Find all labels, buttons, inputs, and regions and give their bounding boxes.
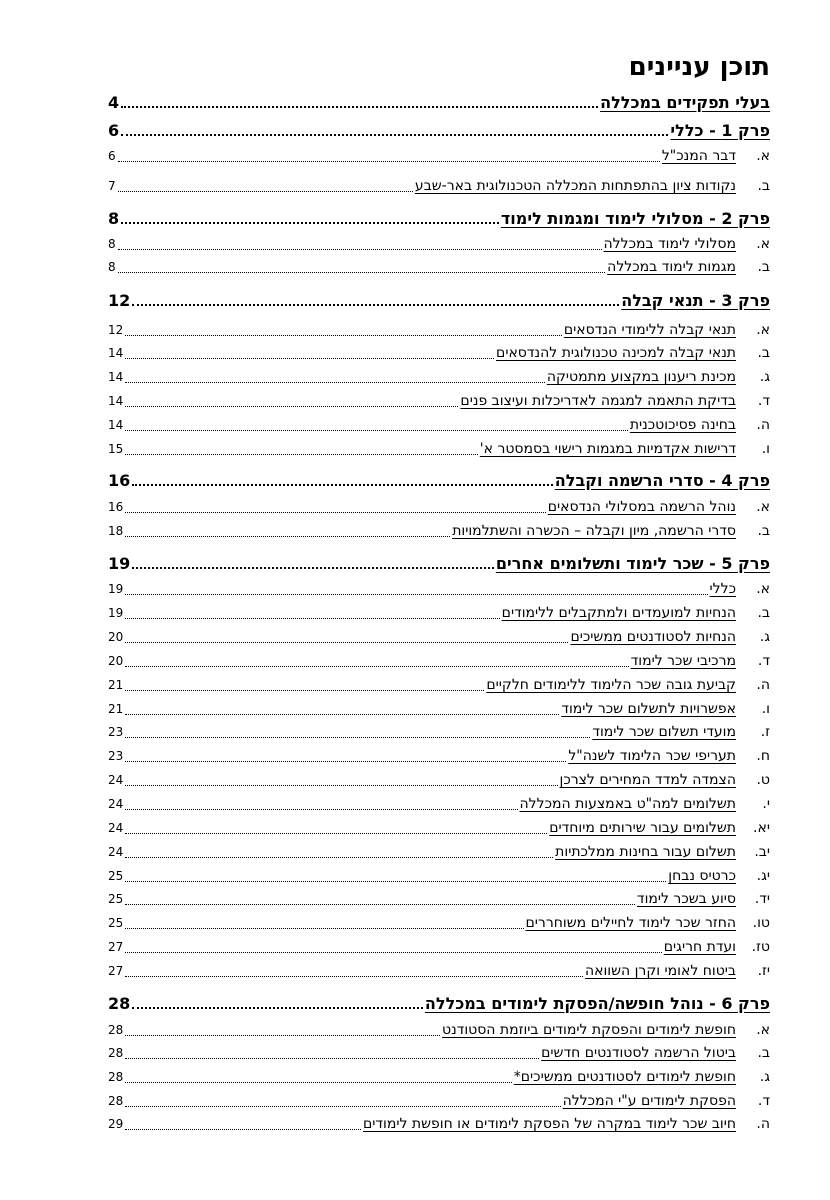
entry-label[interactable]: תשלומים עבור שירותים מיוחדים: [549, 820, 736, 836]
entry-number: יד.: [754, 891, 770, 907]
entry-label[interactable]: תנאי קבלה למכינה טכנולוגית להנדסאים: [496, 345, 736, 361]
entry-label[interactable]: מכינת ריענון במקצוע מתמטיקה: [546, 369, 736, 385]
chapter-entry[interactable]: [108, 553, 770, 575]
chapter-entry[interactable]: [108, 92, 770, 114]
dot-leader: [121, 222, 499, 224]
entry-number: ב.: [757, 178, 770, 194]
entry-number: א.: [756, 581, 770, 597]
entry-label[interactable]: מסלולי לימוד במכללה: [603, 236, 736, 252]
dot-leader: [125, 618, 499, 619]
dot-leader: [132, 304, 619, 306]
section-entry[interactable]: [108, 414, 770, 436]
dot-leader: [125, 690, 484, 691]
entry-content: [108, 175, 736, 197]
dot-leader: [125, 1106, 560, 1107]
entry-number: א.: [756, 236, 770, 252]
entry-content: [108, 841, 736, 863]
page-number: 24: [108, 797, 124, 811]
entry-number: ב.: [757, 1045, 770, 1061]
entry-label[interactable]: בחינה פסיכוטכנית: [629, 417, 736, 433]
entry-number: ב.: [757, 345, 770, 361]
entry-number: ו.: [761, 701, 770, 717]
entry-label[interactable]: חופשת לימודים לסטודנטים ממשיכים*: [513, 1069, 736, 1085]
dot-leader: [125, 382, 545, 383]
page-number: 8: [108, 209, 120, 228]
section-entry[interactable]: [108, 390, 770, 412]
dot-leader: [118, 191, 413, 192]
dot-leader: [125, 761, 566, 762]
entry-label[interactable]: חיוב שכר לימוד במקרה של הפסקת לימודים או חופשת לימודים: [362, 1116, 736, 1132]
entry-label[interactable]: אפשרויות לתשלום שכר לימוד: [561, 701, 736, 717]
entry-number: ג.: [759, 1069, 770, 1085]
dot-leader: [125, 737, 590, 738]
section-entry[interactable]: [108, 145, 770, 167]
entry-number: ב.: [757, 605, 770, 621]
entry-label[interactable]: מועדי תשלום שכר לימוד: [592, 724, 736, 740]
table-of-contents: [108, 0, 770, 1200]
page-number: 23: [108, 725, 124, 739]
chapter-entry[interactable]: [108, 120, 770, 142]
entry-number: יז.: [757, 963, 770, 979]
entry-content: [108, 496, 736, 518]
entry-content: [108, 793, 736, 815]
section-entry[interactable]: [108, 936, 770, 958]
page-number: 20: [108, 654, 124, 668]
entry-content: [108, 145, 736, 167]
page-number: 6: [108, 149, 116, 163]
page-number: 16: [108, 471, 131, 490]
section-entry[interactable]: [108, 438, 770, 460]
entry-content: [108, 698, 736, 720]
dot-leader: [125, 833, 547, 834]
page-number: 18: [108, 524, 124, 538]
entry-label[interactable]: תשלום עבור בחינות ממלכתיות: [555, 844, 736, 860]
section-entry[interactable]: [108, 578, 770, 600]
dot-leader: [121, 106, 598, 108]
entry-content: [108, 438, 736, 460]
entry-number: ג.: [759, 629, 770, 645]
entry-label[interactable]: פרק 3 - תנאי קבלה: [621, 291, 770, 310]
page-number: 19: [108, 606, 124, 620]
entry-content: [108, 290, 770, 312]
section-entry[interactable]: [108, 721, 770, 743]
entry-label[interactable]: פרק 4 - סדרי הרשמה וקבלה: [554, 471, 770, 490]
entry-label[interactable]: דרישות אקדמיות במגמות רישוי בסמסטר א': [479, 441, 736, 457]
dot-leader: [125, 1129, 361, 1130]
section-entry[interactable]: [108, 342, 770, 364]
entry-content: [108, 208, 770, 230]
page-number: 4: [108, 93, 120, 112]
section-entry[interactable]: [108, 256, 770, 278]
entry-content: [108, 936, 736, 958]
entry-content: [108, 817, 736, 839]
entry-content: [108, 993, 770, 1015]
entry-label[interactable]: ביטול הרשמה לסטודנטים חדשים: [541, 1045, 736, 1061]
entry-content: [108, 650, 736, 672]
section-entry[interactable]: [108, 769, 770, 791]
dot-leader: [125, 1058, 539, 1059]
dot-leader: [125, 904, 635, 905]
section-entry[interactable]: [108, 602, 770, 624]
entry-label[interactable]: ועדת חריגים: [663, 939, 736, 955]
entry-label[interactable]: דבר המנכ"ל: [661, 148, 736, 164]
entry-number: ב.: [757, 523, 770, 539]
page-number: 23: [108, 749, 124, 763]
dot-leader: [125, 785, 557, 786]
entry-content: [108, 865, 736, 887]
entry-content: [108, 960, 736, 982]
section-entry[interactable]: [108, 626, 770, 648]
entry-content: [108, 578, 736, 600]
section-entry[interactable]: [108, 745, 770, 767]
entry-number: ד.: [757, 653, 770, 669]
page-number: 14: [108, 346, 124, 360]
section-entry[interactable]: [108, 650, 770, 672]
chapter-entry[interactable]: [108, 993, 770, 1015]
entry-number: ה.: [756, 417, 770, 433]
dot-leader: [125, 358, 494, 359]
entry-number: ח.: [756, 748, 770, 764]
entry-label[interactable]: הנחיות לסטודנטים ממשיכים: [570, 629, 736, 645]
entry-label[interactable]: תשלומים למה"ט באמצעות המכללה: [519, 796, 736, 812]
entry-content: [108, 1019, 736, 1041]
entry-label[interactable]: נוהל הרשמה במסלולי הנדסאים: [547, 499, 736, 515]
page-number: 16: [108, 500, 124, 514]
dot-leader: [125, 594, 707, 595]
entry-number: א.: [756, 322, 770, 338]
section-entry[interactable]: [108, 841, 770, 863]
section-entry[interactable]: [108, 520, 770, 542]
page-number: 12: [108, 323, 124, 337]
section-entry[interactable]: [108, 319, 770, 341]
entry-content: [108, 745, 736, 767]
entry-number: ה.: [756, 1116, 770, 1132]
dot-leader: [132, 1007, 423, 1009]
section-entry[interactable]: [108, 233, 770, 255]
page-number: 14: [108, 394, 124, 408]
section-entry[interactable]: [108, 1113, 770, 1135]
entry-content: [108, 390, 736, 412]
entry-label[interactable]: פרק 5 - שכר לימוד ותשלומים אחרים: [495, 554, 770, 573]
section-entry[interactable]: [108, 175, 770, 197]
entry-label[interactable]: מרכיבי שכר לימוד: [630, 653, 736, 669]
entry-label[interactable]: החזר שכר לימוד לחיילים משוחררים: [525, 915, 736, 931]
page-number: 19: [108, 554, 131, 573]
entry-label[interactable]: ביטוח לאומי וקרן השוואה: [584, 963, 736, 979]
section-entry[interactable]: [108, 1090, 770, 1112]
page-title: תוכן עניינים: [628, 52, 770, 82]
section-entry[interactable]: [108, 888, 770, 910]
entry-number: א.: [756, 148, 770, 164]
entry-number: א.: [756, 1022, 770, 1038]
entry-content: [108, 1042, 736, 1064]
entry-label[interactable]: כללי: [709, 581, 736, 597]
page-number: 28: [108, 1070, 124, 1084]
dot-leader: [125, 536, 450, 537]
dot-leader: [125, 1035, 440, 1036]
page-number: 25: [108, 869, 124, 883]
page-number: 8: [108, 237, 116, 251]
entry-content: [108, 342, 736, 364]
page-number: 6: [108, 121, 120, 140]
page-number: 28: [108, 1046, 124, 1060]
entry-label[interactable]: תנאי קבלה ללימודי הנדסאים: [563, 322, 736, 338]
dot-leader: [132, 484, 553, 486]
page-number: 28: [108, 994, 131, 1013]
section-entry[interactable]: [108, 674, 770, 696]
entry-content: [108, 888, 736, 910]
dot-leader: [125, 714, 559, 715]
page-number: 28: [108, 1094, 124, 1108]
entry-number: ד.: [757, 1093, 770, 1109]
entry-label[interactable]: סדרי הרשמה, מיון וקבלה – הכשרה והשתלמויות: [452, 523, 736, 539]
dot-leader: [125, 857, 553, 858]
dot-leader: [125, 430, 628, 431]
entry-number: ה.: [756, 677, 770, 693]
page-number: 19: [108, 582, 124, 596]
entry-label[interactable]: נקודות ציון בהתפתחות המכללה הטכנולוגית באר-שבע: [414, 178, 736, 194]
dot-leader: [125, 809, 517, 810]
section-entry[interactable]: [108, 865, 770, 887]
entry-number: ז.: [760, 724, 770, 740]
entry-number: א.: [756, 499, 770, 515]
page-number: 29: [108, 1117, 124, 1131]
page-number: 24: [108, 773, 124, 787]
dot-leader: [125, 928, 523, 929]
entry-label[interactable]: בעלי תפקידים במכללה: [600, 93, 770, 112]
page-number: 24: [108, 821, 124, 835]
section-entry[interactable]: [108, 1066, 770, 1088]
entry-number: טז.: [751, 939, 770, 955]
dot-leader: [125, 454, 478, 455]
entry-label[interactable]: סיוע בשכר לימוד: [636, 891, 736, 907]
entry-number: טו.: [752, 915, 770, 931]
entry-content: [108, 626, 736, 648]
page-number: 25: [108, 892, 124, 906]
entry-label[interactable]: פרק 6 - נוהל חופשה/הפסקת לימודים במכללה: [424, 994, 770, 1013]
entry-label[interactable]: הנחיות למועמדים ולמתקבלים ללימודים: [501, 605, 736, 621]
entry-number: יב.: [754, 844, 770, 860]
entry-label[interactable]: כרטיס נבחן: [668, 868, 736, 884]
entry-content: [108, 233, 736, 255]
section-entry[interactable]: [108, 366, 770, 388]
entry-number: י.: [762, 796, 770, 812]
entry-label[interactable]: פרק 2 - מסלולי לימוד ומגמות לימוד: [500, 209, 770, 228]
entry-label[interactable]: חופשת לימודים והפסקת לימודים ביוזמת הסטודנט: [442, 1022, 736, 1038]
entry-number: יא.: [753, 820, 770, 836]
entry-content: [108, 1113, 736, 1135]
dot-leader: [118, 249, 602, 250]
section-entry[interactable]: [108, 1042, 770, 1064]
entry-label[interactable]: מגמות לימוד במכללה: [607, 259, 736, 275]
chapter-entry[interactable]: [108, 290, 770, 312]
page-number: 15: [108, 442, 124, 456]
page-number: 12: [108, 291, 131, 310]
entry-content: [108, 553, 770, 575]
page-number: 8: [108, 260, 116, 274]
entry-number: ו.: [761, 441, 770, 457]
entry-content: [108, 414, 736, 436]
page-number: 21: [108, 678, 124, 692]
entry-content: [108, 912, 736, 934]
entry-number: ט.: [756, 772, 770, 788]
entry-label[interactable]: הפסקת לימודים ע"י המכללה: [562, 1093, 736, 1109]
dot-leader: [132, 567, 494, 569]
page-number: 21: [108, 702, 124, 716]
dot-leader: [125, 512, 545, 513]
entry-label[interactable]: תעריפי שכר הלימוד לשנה"ל: [568, 748, 736, 764]
section-entry[interactable]: [108, 960, 770, 982]
dot-leader: [125, 335, 562, 336]
page-number: 24: [108, 845, 124, 859]
entry-label[interactable]: בדיקת התאמה למגמה לאדריכלות ועיצוב פנים: [460, 393, 736, 409]
entry-label[interactable]: הצמדה למדד המחירים לצרכן: [559, 772, 736, 788]
page-number: 27: [108, 940, 124, 954]
entry-content: [108, 674, 736, 696]
entry-number: יג.: [756, 868, 770, 884]
entry-number: ד.: [757, 393, 770, 409]
entry-content: [108, 602, 736, 624]
dot-leader: [125, 881, 666, 882]
section-entry[interactable]: [108, 698, 770, 720]
entry-content: [108, 120, 770, 142]
entry-content: [108, 721, 736, 743]
section-entry[interactable]: [108, 793, 770, 815]
entry-content: [108, 470, 770, 492]
entry-number: ג.: [759, 369, 770, 385]
page-number: 27: [108, 964, 124, 978]
page-number: 20: [108, 630, 124, 644]
entry-content: [108, 769, 736, 791]
dot-leader: [125, 642, 568, 643]
dot-leader: [125, 1082, 511, 1083]
entry-label[interactable]: קביעת גובה שכר הלימוד ללימודים חלקיים: [486, 677, 736, 693]
entry-content: [108, 1090, 736, 1112]
entry-label[interactable]: פרק 1 - כללי: [670, 121, 770, 140]
entry-content: [108, 520, 736, 542]
page-number: 14: [108, 370, 124, 384]
dot-leader: [121, 134, 668, 136]
entry-content: [108, 92, 770, 114]
section-entry[interactable]: [108, 912, 770, 934]
entry-content: [108, 366, 736, 388]
page-number: 28: [108, 1023, 124, 1037]
chapter-entry[interactable]: [108, 208, 770, 230]
entry-number: ב.: [757, 259, 770, 275]
dot-leader: [118, 272, 606, 273]
dot-leader: [125, 406, 458, 407]
page-number: 7: [108, 179, 116, 193]
page-number: 25: [108, 916, 124, 930]
entry-content: [108, 319, 736, 341]
dot-leader: [125, 666, 628, 667]
section-entry[interactable]: [108, 817, 770, 839]
section-entry[interactable]: [108, 1019, 770, 1041]
entry-content: [108, 1066, 736, 1088]
page-number: 14: [108, 418, 124, 432]
dot-leader: [118, 161, 660, 162]
section-entry[interactable]: [108, 496, 770, 518]
dot-leader: [125, 952, 661, 953]
chapter-entry[interactable]: [108, 470, 770, 492]
entry-content: [108, 256, 736, 278]
dot-leader: [125, 976, 583, 977]
